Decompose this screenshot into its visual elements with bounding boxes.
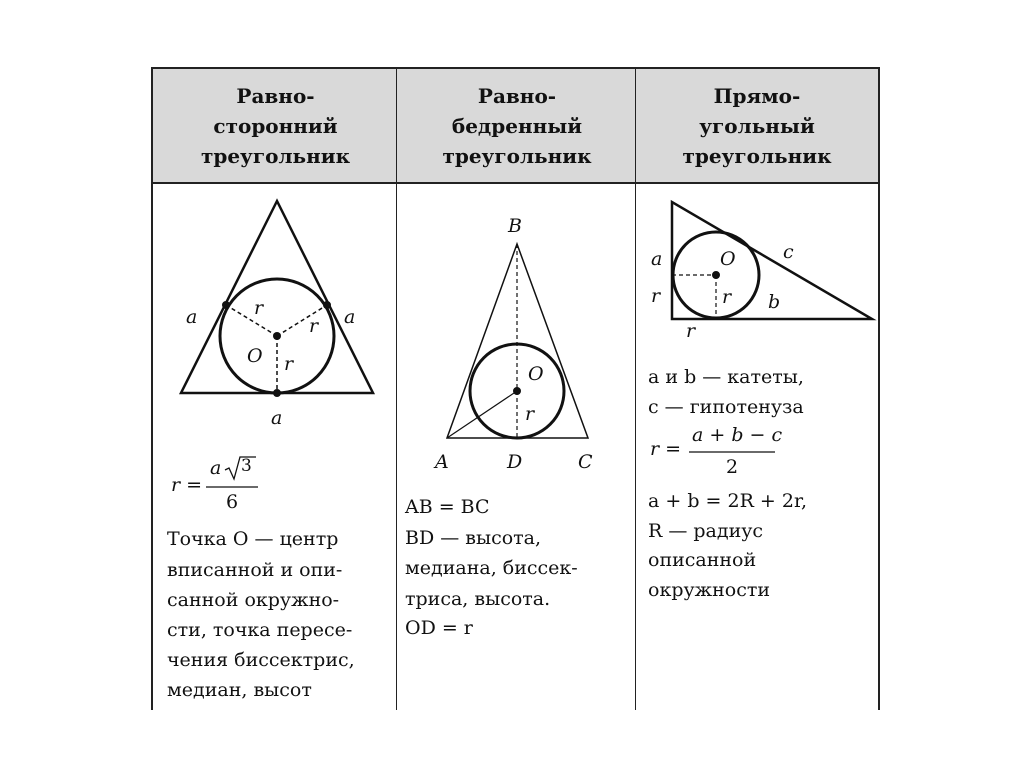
formula-root-value: 3 [241, 456, 252, 476]
formula-numerator-a: a [210, 457, 222, 479]
label-center: O [247, 345, 263, 367]
label-radius: r [284, 353, 294, 375]
label-radius: r [686, 320, 696, 342]
col1-text-line: чения биссектрис, [167, 649, 355, 671]
label-radius: r [525, 403, 535, 425]
col3-text-line: описанной [648, 549, 757, 571]
label-leg-b: b [768, 291, 781, 313]
col3-text-line: R — радиус [648, 520, 764, 542]
tangent-point [324, 302, 331, 309]
col2-text-line: медиана, биссек- [405, 557, 578, 579]
label-radius: r [254, 297, 264, 319]
col1-text-line: медиан, высот [167, 679, 312, 701]
center-point [274, 333, 281, 340]
col3-text-line: c — гипотенуза [648, 396, 804, 418]
col3-text-line: a + b = 2R + 2r, [648, 490, 808, 512]
center-point [514, 388, 521, 395]
label-center: O [720, 248, 736, 270]
bisector-line [447, 391, 517, 438]
formula-numerator: a + b − c [692, 424, 783, 446]
formula-lhs: r = [171, 474, 203, 496]
header-line: Равно- [477, 83, 557, 108]
label-hypotenuse-c: c [783, 241, 794, 263]
label-radius: r [722, 286, 732, 308]
label-side-a: a [344, 306, 356, 328]
label-vertex-c: C [578, 451, 593, 473]
col2-text-line: OD = r [405, 617, 473, 639]
center-point [713, 272, 720, 279]
tangent-point [274, 390, 281, 397]
header-line: треугольник [442, 143, 592, 168]
col3-text-line: окружности [648, 579, 771, 601]
col2-text-line: AB = BC [405, 496, 490, 518]
formula-lhs: r = [650, 438, 682, 460]
label-side-a: a [271, 407, 283, 429]
label-side-a: a [186, 306, 198, 328]
label-vertex-b: B [508, 215, 522, 237]
radius-line [226, 305, 277, 336]
header-line: Прямо- [713, 83, 801, 108]
tangent-point [223, 302, 230, 309]
col2-text-line: триса, высота. [405, 588, 551, 610]
label-leg-a: a [651, 248, 663, 270]
formula-denominator: 2 [726, 456, 739, 478]
radius-line [277, 305, 327, 336]
header-line: треугольник [200, 143, 351, 168]
label-radius: r [651, 285, 661, 307]
header-line: бедренный [451, 113, 583, 138]
col1-text-line: вписанной и опи- [167, 559, 343, 581]
label-radius: r [309, 315, 319, 337]
label-center: O [528, 363, 544, 385]
isosceles-figure [447, 244, 588, 438]
col2-text-line: BD — высота, [405, 527, 542, 549]
header-line: Равно- [236, 83, 315, 108]
col3-text-line: a и b — катеты, [648, 366, 804, 388]
col1-text-line: Точка O — центр [167, 528, 339, 550]
col1-text-line: санной окружно- [167, 589, 340, 611]
label-point-d: D [507, 451, 523, 473]
header-line: угольный [699, 113, 815, 138]
col1-text-line: сти, точка пересе- [167, 619, 353, 641]
equilateral-figure [181, 201, 373, 397]
formula-denominator: 6 [226, 491, 239, 513]
label-vertex-a: A [435, 451, 449, 473]
header-line: сторонний [213, 113, 338, 138]
header-line: треугольник [682, 143, 832, 168]
